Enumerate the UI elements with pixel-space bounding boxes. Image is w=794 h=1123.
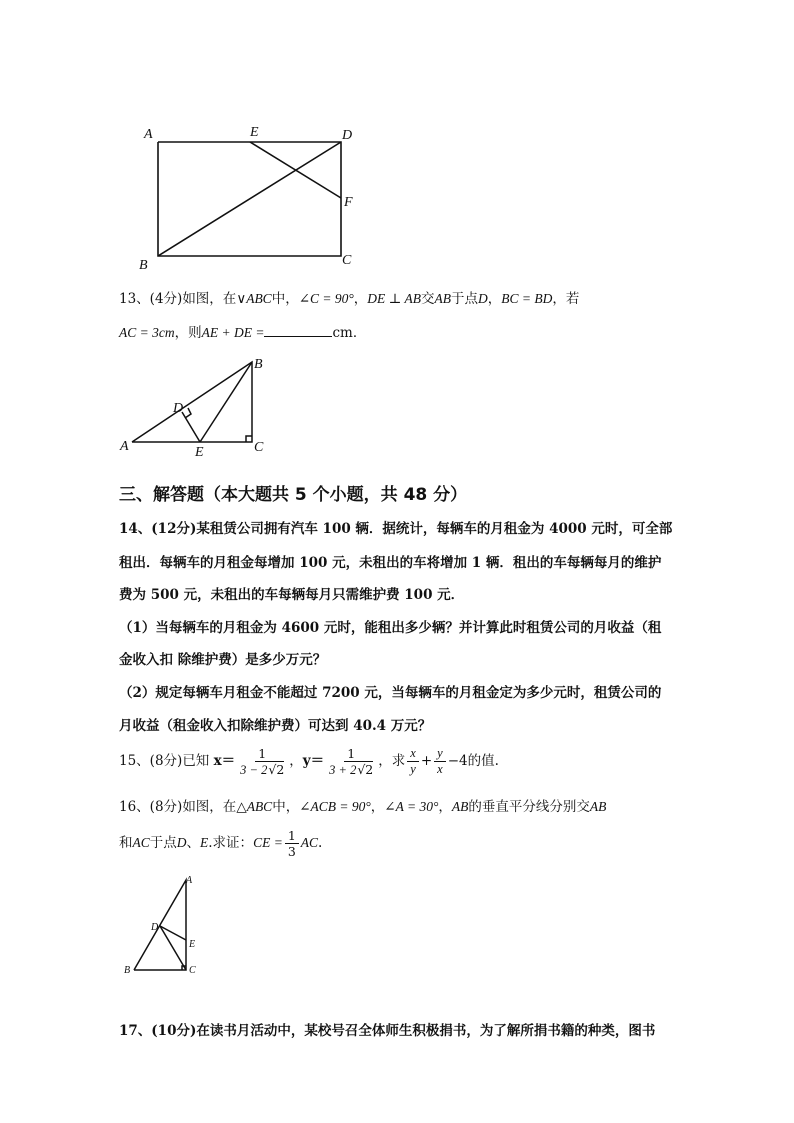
diagonal-bd	[158, 142, 341, 256]
q14-line4: （1）当每辆车的月租金为 4600 元时，能租出多少辆？并计算此时租赁公司的月收益（租	[119, 620, 662, 636]
q14-line2: 租出．每辆车的月租金每增加 100 元，未租出的车将增加 1 辆．租出的车每辆每月的维护	[119, 555, 662, 571]
section-title: 三、解答题（本大题共 5 个小题，共 48 分）	[119, 485, 468, 505]
sqrt-symbol: √2	[268, 761, 285, 777]
q17-line1: 17、(10分)在读书月活动中，某校号召全体师生积极捐书，为了解所捐书籍的种类，图书	[119, 1023, 656, 1039]
label-a: A	[186, 875, 193, 886]
q14-line1: 14、(12分)某租赁公司拥有汽车 100 辆．据统计，每辆车的月租金为 4000 元时，可全部	[119, 521, 673, 537]
label-b: B	[124, 965, 131, 976]
sqrt-symbol: √2	[357, 761, 374, 777]
figure-triangle-abc-1	[118, 350, 278, 462]
label-a: A	[144, 127, 153, 142]
label-f: F	[344, 195, 353, 210]
label-c: C	[254, 440, 264, 455]
q14-line5: 金收入扣 除维护费）是多少万元？	[119, 652, 327, 668]
figure-rectangle-abcd	[130, 118, 370, 278]
q16-line2: 和AC于点D、E.求证：CE = $\frac{1}{3}$ AC.	[119, 828, 323, 859]
label-a: A	[120, 439, 129, 454]
figure-triangle-abc-2	[120, 870, 210, 980]
q13-line1: 13、(4分)如图，在∨ABC中，∠C = 90°，DE ⊥ AB交AB于点D，BC = BD，若	[119, 291, 580, 307]
label-e: E	[195, 445, 204, 460]
segment-be	[200, 362, 252, 442]
label-d: D	[342, 128, 353, 143]
q13-line2: AC = 3cm，则AE + DE = cm．	[119, 322, 366, 343]
q15-line: 15、(8分)已知 x＝ $\frac{1}{3 - 2√2}$ ，y＝ $\frac{1}{3 + 2√2}$ ，求 $\frac{x}{y}$ + $\frac{y}{x}$ −4的值.	[119, 745, 499, 777]
label-c: C	[342, 253, 352, 268]
fraction-y-over-x: $\frac{y}{x}$	[434, 746, 446, 777]
label-e: E	[250, 125, 259, 140]
label-c: C	[189, 965, 196, 976]
fraction-x-over-y: $\frac{x}{y}$	[407, 746, 419, 777]
q14-line3: 费为 500 元，未租出的车每辆每月只需维护费 100 元．	[119, 587, 465, 603]
label-b: B	[254, 357, 263, 372]
label-e: E	[189, 939, 196, 950]
label-b: B	[139, 258, 148, 273]
fraction-x: $\frac{1}{3 - 2√2}$	[240, 745, 285, 777]
q16-line1: 16、(8分)如图，在△ABC中，∠ACB = 90°，∠A = 30°，AB的垂直平分线分别交AB	[119, 799, 607, 815]
label-d: D	[151, 922, 159, 933]
q14-line7: 月收益（租金收入扣除维护费）可达到 40.4 万元？	[119, 718, 432, 734]
q14-line6: （2）规定每辆车月租金不能超过 7200 元，当每辆车的月租金定为多少元时，租赁公司的	[119, 685, 662, 701]
segment-de	[182, 412, 200, 442]
fraction-y: $\frac{1}{3 + 2√2}$	[329, 745, 374, 777]
fraction-one-third: $\frac{1}{3}$	[285, 828, 299, 859]
right-angle-c	[246, 436, 252, 442]
answer-blank[interactable]	[264, 322, 332, 337]
right-angle-d	[185, 408, 191, 418]
label-d: D	[173, 401, 184, 416]
